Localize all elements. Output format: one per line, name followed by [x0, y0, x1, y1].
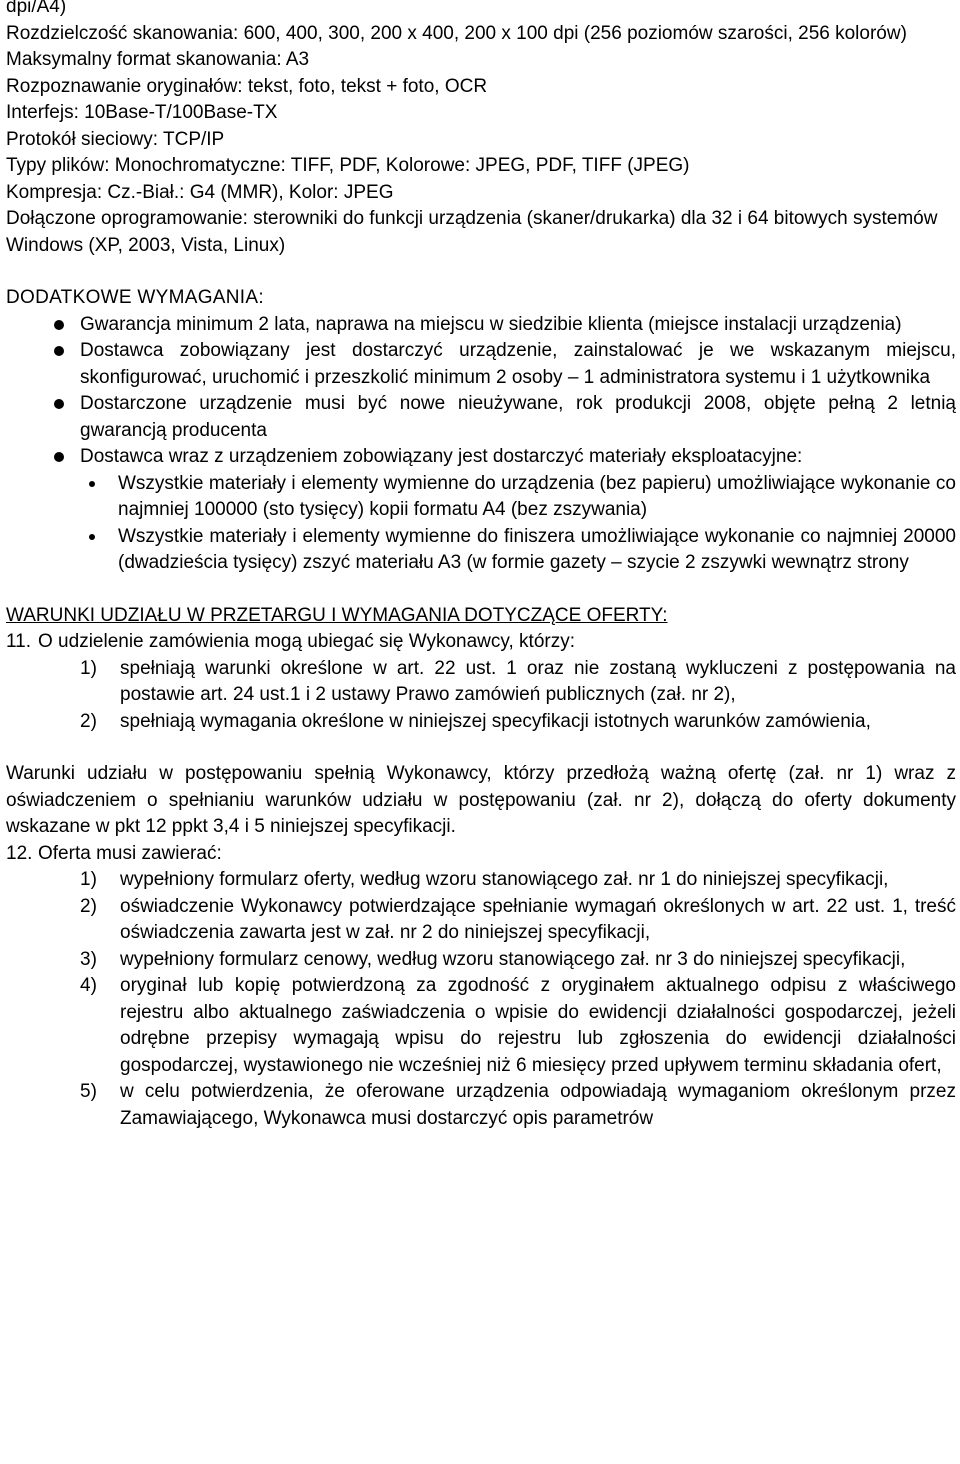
list-item: Dostawca wraz z urządzeniem zobowiązany jest dostarczyć materiały eksploatacyjne: [6, 444, 956, 471]
list-item: 4) oryginał lub kopię potwierdzoną za zgodność z oryginałem aktualnego odpisu z właściwego rejestru albo aktualnego zaświadczenia o wpisie do ewidencji działalności gospodarczej, jeżeli odrębne przepisy wymagają wpisu do rejestru lub zgłoszenia do ewidencji działalności gospodarczej, wystawionego nie wcześniej niż 6 miesięcy przed upływem terminu składania ofert, [80, 975, 956, 1076]
small-bullet-icon [89, 481, 95, 487]
bullet-icon [54, 346, 64, 356]
section-11-list [6, 656, 956, 736]
spacer [6, 577, 956, 603]
section-text: Oferta musi zawierać: [38, 842, 222, 864]
list-item: 3) wypełniony formularz cenowy, według wzoru stanowiącego zał. nr 3 do niniejszej specyfikacji, [80, 948, 906, 970]
bullet-icon [54, 320, 64, 330]
spacer [6, 259, 956, 285]
spec-line: Rozdzielczość skanowania: 600, 400, 300, 200 x 400, 200 x 100 dpi (256 poziomów szarości, 256 kolorów) [6, 22, 907, 44]
section-number: 11. [6, 631, 32, 652]
list-item: 2) oświadczenie Wykonawcy potwierdzające spełnianie wymagań określonych w art. 22 ust. 1, treść oświadczenia zawarta jest w zał. nr 2 do niniejszej specyfikacji, [80, 895, 956, 943]
list-item: 1) wypełniony formularz oferty, według wzoru stanowiącego zał. nr 1 do niniejszej specyfikacji, [80, 869, 889, 890]
extra-requirements-heading: DODATKOWE WYMAGANIA: [6, 287, 264, 308]
list-item: Dostarczone urządzenie musi być nowe nieużywane, rok produkcji 2008, objęte pełną 2 letnią gwarancją producenta [6, 391, 956, 444]
document-page [6, 0, 956, 1132]
sublist-item: Wszystkie materiały i elementy wymienne do finiszera umożliwiające wykonanie co najmniej 20000 (dwadzieścia tysięcy) zszyć materiału A3 (w formie gazety – szycie 2 zszywki wewnątrz strony [6, 524, 956, 577]
list-item: 1) spełniają warunki określone w art. 22 ust. 1 oraz nie zostaną wykluczeni z postępowania na postawie art. 24 ust.1 i 2 ustawy Prawo zamówień publicznych (zał. nr 2), [80, 657, 956, 705]
list-item: 5) w celu potwierdzenia, że oferowane urządzenia odpowiadają wymaganiom określonym przez Zamawiającego, Wykonawca musi dostarczyć opis parametrów [80, 1081, 956, 1129]
spec-line: Dołączone oprogramowanie: sterowniki do funkcji urządzenia (skaner/drukarka) dla 32 i 64 bitowych systemów Windows (XP, 2003, Vista, Linux) [6, 208, 938, 256]
section-11 [6, 629, 956, 656]
extra-requirements-list [6, 312, 956, 471]
list-item: Dostawca zobowiązany jest dostarczyć urządzenie, zainstalować je we wskazanym miejscu, skonfigurować, uruchomić i przeszkolić minimum 2 osoby – 1 administratora systemu i 1 użytkownika [6, 338, 956, 391]
section-text: O udzielenie zamówienia mogą ubiegać się Wykonawcy, którzy: [38, 631, 576, 652]
spec-line: Typy plików: Monochromatyczne: TIFF, PDF, Kolorowe: JPEG, PDF, TIFF (JPEG) [6, 155, 690, 176]
spec-line: dpi/A4) [6, 0, 67, 17]
bullet-icon [54, 452, 64, 462]
section-number: 12. [6, 842, 33, 864]
spacer [6, 735, 956, 761]
spec-line: Protokół sieciowy: TCP/IP [6, 128, 225, 150]
list-item: Gwarancja minimum 2 lata, naprawa na miejscu w siedzibie klienta (miejsce instalacji urządzenia) [6, 312, 956, 339]
spec-line: Kompresja: Cz.-Biał.: G4 (MMR), Kolor: JPEG [6, 181, 394, 203]
sublist-item: Wszystkie materiały i elementy wymienne do urządzenia (bez papieru) umożliwiające wykonanie co najmniej 100000 (sto tysięcy) kopii formatu A4 (bez zszywania) [6, 471, 956, 524]
small-bullet-icon [89, 534, 95, 540]
bullet-icon [54, 399, 64, 409]
section-12-list [6, 867, 956, 1132]
spec-line: Rozpoznawanie oryginałów: tekst, foto, tekst + foto, OCR [6, 75, 488, 97]
spec-list [6, 0, 956, 259]
list-item: 2) spełniają wymagania określone w niniejszej specyfikacji istotnych warunków zamówienia, [80, 710, 871, 732]
conditions-paragraph: Warunki udziału w postępowaniu spełnią Wykonawcy, którzy przedłożą ważną ofertę (zał. nr 1) wraz z oświadczeniem o spełnianiu warunków udziału w postępowaniu (zał. nr 2), dołączą do oferty dokumenty wskazane w pkt 12 ppkt 3,4 i 5 niniejszej specyfikacji. [6, 763, 956, 837]
spec-line: Interfejs: 10Base-T/100Base-TX [6, 102, 278, 123]
consumables-sublist [6, 471, 956, 577]
spec-line: Maksymalny format skanowania: A3 [6, 49, 310, 70]
conditions-heading: WARUNKI UDZIAŁU W PRZETARGU I WYMAGANIA DOTYCZĄCE OFERTY: [6, 604, 668, 626]
section-12 [6, 841, 956, 868]
